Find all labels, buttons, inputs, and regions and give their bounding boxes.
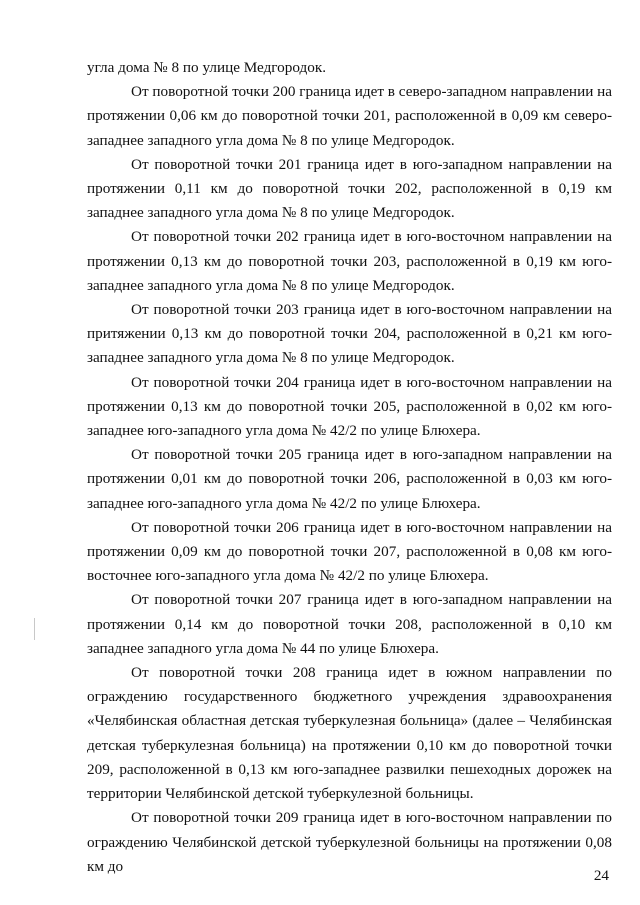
- paragraph-continuation: угла дома № 8 по улице Медгородок.: [87, 59, 327, 76]
- paragraph-point-203: От поворотной точки 203 граница идет в юго-восточном направлении на притяжении 0,13 км до поворотной точки 204, расположенной в 0,21 км юго-западнее западного угла дома № 8 по улице Медгородок.: [87, 301, 612, 367]
- scan-edge-mark: [34, 618, 35, 640]
- paragraph-point-205: От поворотной точки 205 граница идет в юго-западном направлении на протяжении 0,01 км до поворотной точки 206, расположенной в 0,03 км юго-западнее юго-западного угла дома № 42/2 по улице Блюхера.: [87, 446, 612, 512]
- paragraph-point-201: От поворотной точки 201 граница идет в юго-западном направлении на протяжении 0,11 км до поворотной точки 202, расположенной в 0,19 км западнее западного угла дома № 8 по улице Медгородок.: [87, 155, 612, 222]
- paragraph-point-200: От поворотной точки 200 граница идет в северо-западном направлении на протяжении 0,06 км до поворотной точки 201, расположенной в 0,09 км северо-западнее западного угла дома № 8 по улице Медгородок.: [87, 83, 612, 149]
- paragraph-point-206: От поворотной точки 206 граница идет в юго-восточном направлении на протяжении 0,09 км до поворотной точки 207, расположенной в 0,08 км юго-восточнее юго-западного угла дома № 42/2 по улице Блюхера.: [87, 518, 612, 585]
- paragraph-point-202: От поворотной точки 202 граница идет в юго-восточном направлении на протяжении 0,13 км до поворотной точки 203, расположенной в 0,19 км юго-западнее западного угла дома № 8 по улице Медгородок.: [87, 228, 612, 294]
- paragraph-point-208: От поворотной точки 208 граница идет в южном направлении по ограждению государственного бюджетного учреждения здравоохранения «Челябинская областная детская туберкулезная больница» (далее – Челябинская детская туберкулезная больница) на протяжении 0,10 км до поворотной точки 209, расположенной в 0,13 км юго-западнее развилки пешеходных дорожек на территории Челябинской детской туберкулезной больницы.: [87, 664, 612, 803]
- paragraph-point-209: От поворотной точки 209 граница идет в юго-восточном направлении по ограждению Челябинской детской туберкулезной больницы на протяжении 0,08 км до: [87, 809, 612, 875]
- paragraph-point-204: От поворотной точки 204 граница идет в юго-восточном направлении на протяжении 0,13 км до поворотной точки 205, расположенной в 0,02 км юго-западнее юго-западного угла дома № 42/2 по улице Блюхера.: [87, 373, 612, 440]
- document-body: [87, 56, 612, 879]
- page-number: 24: [593, 867, 609, 884]
- paragraph-point-207: От поворотной точки 207 граница идет в юго-западном направлении на протяжении 0,14 км до поворотной точки 208, расположенной в 0,10 км западнее западного угла дома № 44 по улице Блюхера.: [87, 591, 612, 657]
